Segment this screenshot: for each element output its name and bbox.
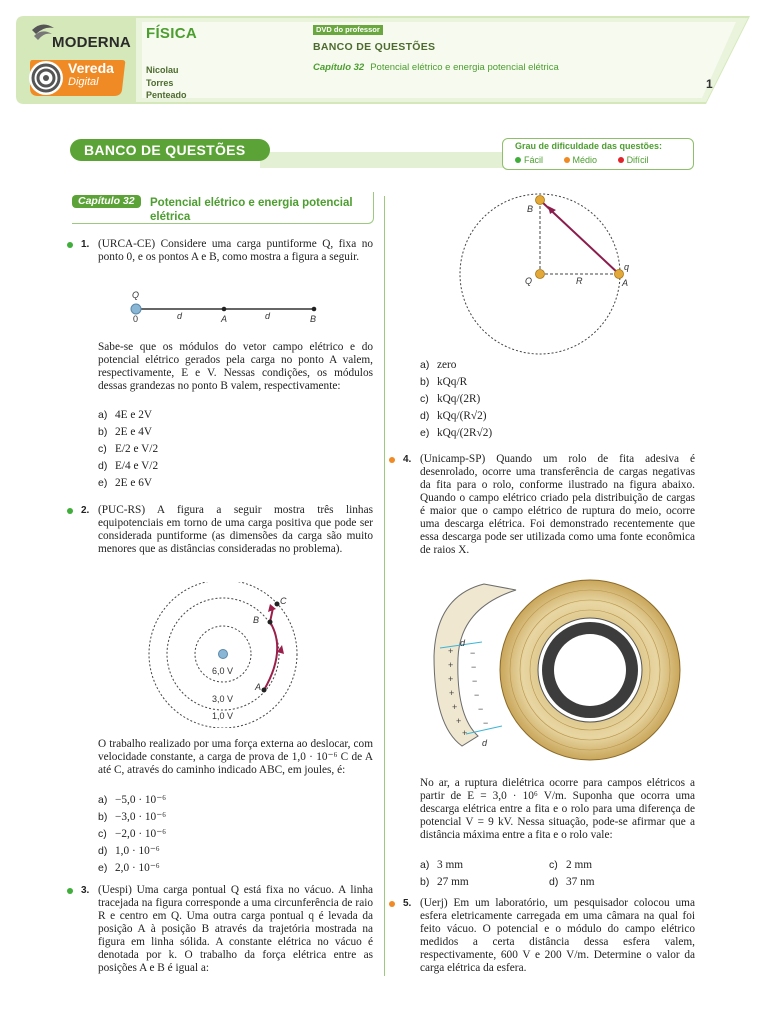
q1-option-e[interactable] xyxy=(98,477,152,490)
svg-text:+: + xyxy=(462,728,468,738)
svg-text:+: + xyxy=(448,674,454,684)
option-letter: c) xyxy=(98,828,107,840)
q1-figure xyxy=(126,288,326,324)
easy-dot-icon xyxy=(515,157,521,163)
author-name: Nicolau xyxy=(146,65,179,75)
medium-dot-icon xyxy=(564,157,570,163)
q3-label-r: R xyxy=(576,276,583,286)
vereda-digital-logo xyxy=(28,56,126,98)
q3-option-c[interactable] xyxy=(420,393,480,406)
q2-intro: (PUC-RS) A figura a seguir mostra três linhas equipotenciais em torno de uma carga positiva que pode ser considerada puntiforme (as dimensões da carga são muito menores que as distâncias consideradas no problema). xyxy=(98,504,373,555)
option-letter: a) xyxy=(98,409,108,421)
hard-dot-icon xyxy=(618,157,624,163)
q2-label-6v: 6,0 V xyxy=(212,666,234,676)
q2-option-b[interactable] xyxy=(98,811,166,824)
q2-option-e[interactable] xyxy=(98,862,160,875)
option-letter: e) xyxy=(98,477,108,489)
svg-text:+: + xyxy=(448,660,454,670)
q3-option-a[interactable] xyxy=(420,359,456,372)
svg-text:−: − xyxy=(470,648,476,658)
option-letter: b) xyxy=(420,376,430,388)
q1-option-b[interactable] xyxy=(98,426,152,439)
svg-text:+: + xyxy=(448,646,454,656)
q3-label-a: A xyxy=(622,278,629,288)
option-text: 1,0 · 10⁻⁶ xyxy=(115,845,160,857)
q3-label-q-big: Q xyxy=(525,276,533,286)
q4-option-b[interactable] xyxy=(420,876,469,889)
header-chapter-name: Potencial elétrico e energia potencial elétrica xyxy=(370,62,559,73)
option-text: kQq/(2R) xyxy=(437,393,481,405)
svg-text:−: − xyxy=(474,690,480,700)
q2-label-3v: 3,0 V xyxy=(212,694,234,704)
q4-label-d-bottom: d xyxy=(482,738,488,748)
option-letter: c) xyxy=(98,443,107,455)
legend-label: Médio xyxy=(572,155,598,165)
option-text: 27 mm xyxy=(437,876,469,888)
q3-option-b[interactable] xyxy=(420,376,467,389)
q3-label-b: B xyxy=(527,204,534,214)
q2-text: O trabalho realizado por uma força externa ao deslocar, com velocidade constante, a carga de prova de 1,0 · 10⁻⁶ C de A até C, através do caminho indicado ABC, em joules, é: xyxy=(98,738,373,776)
q4-figure xyxy=(426,576,682,762)
q2-label-b: B xyxy=(253,615,260,625)
q3-intro: (Uespi) Uma carga pontual Q está fixa no vácuo. A linha tracejada na figura corresponde a uma circunferência de raio R e centro em Q. Uma outra carga pontual q é levada da posição A à posição B através da trajetória mostrada na figura em linha sólida. A constante elétrica no vácuo é denotada por k. O trabalho da força elétrica entre as posições A e B é igual a: xyxy=(98,884,373,974)
q3-label-q-small: q xyxy=(624,262,630,272)
option-letter: c) xyxy=(549,859,558,871)
q3-difficulty-dot-icon xyxy=(67,888,73,894)
legend-label: Difícil xyxy=(626,155,649,165)
option-text: kQq/(R√2) xyxy=(437,410,487,422)
q1-label-q: Q xyxy=(132,290,140,300)
option-text: −3,0 · 10⁻⁶ xyxy=(115,811,167,823)
option-text: kQq/(2R√2) xyxy=(437,427,493,439)
q2-option-c[interactable] xyxy=(98,828,166,841)
header-band xyxy=(16,16,750,104)
option-letter: b) xyxy=(98,811,108,823)
section-title: BANCO DE QUESTÕES xyxy=(70,139,270,161)
q2-label-c: C xyxy=(280,596,287,606)
q1-text: Sabe-se que os módulos do vetor campo elétrico e do potencial elétrico gerados pela carga no ponto A valem, respectivamente, E e V. Nessas condições, os módulos dessas grandezas no ponto B valem, respectivamente: xyxy=(98,341,373,392)
q4-difficulty-dot-icon xyxy=(389,457,395,463)
svg-text:+: + xyxy=(452,702,458,712)
logo-text: MODERNA xyxy=(52,34,131,51)
option-letter: d) xyxy=(98,845,108,857)
chapter-tag xyxy=(72,192,374,224)
q2-option-d[interactable] xyxy=(98,845,160,858)
q2-difficulty-dot-icon xyxy=(67,508,73,514)
svg-text:−: − xyxy=(483,718,489,728)
option-text: 37 nm xyxy=(566,876,595,888)
option-letter: b) xyxy=(98,426,108,438)
q2-number: 2. xyxy=(81,505,90,516)
legend-items xyxy=(515,155,667,165)
q4-number: 4. xyxy=(403,454,412,465)
option-text: zero xyxy=(437,359,457,371)
q4-text: No ar, a ruptura dielétrica ocorre para campos elétricos a partir de E = 3,0 · 10⁶ V/m. Suponha que ocorra uma descarga elétrica entre a fita e o rolo para uma diferença de potencial V = 9 kV. Nessa situação, pode-se afirmar que a distância máxima entre a fita e o rolo vale: xyxy=(420,777,695,841)
q3-option-d[interactable] xyxy=(420,410,487,423)
legend-label: Fácil xyxy=(524,155,544,165)
q5-difficulty-dot-icon xyxy=(389,901,395,907)
option-letter: d) xyxy=(420,410,430,422)
authors xyxy=(146,64,187,102)
q5-intro: (Uerj) Em um laboratório, um pesquisador colocou uma esfera eletricamente carregada em uma câmara na qual foi feito vácuo. O potencial e o módulo do campo elétrico medidos a certa distância dessa esfera valem, respectivamente, 600 V e 200 V/m. Determine o valor da carga elétrica da esfera. xyxy=(420,897,695,974)
option-text: 2 mm xyxy=(566,859,593,871)
svg-text:−: − xyxy=(478,704,484,714)
q3-number: 3. xyxy=(81,885,90,896)
option-letter: c) xyxy=(420,393,429,405)
svg-text:−: − xyxy=(471,662,477,672)
header-chapter-label: Capítulo 32 xyxy=(313,62,365,73)
option-letter: d) xyxy=(549,876,559,888)
q1-option-a[interactable] xyxy=(98,409,152,422)
header-chapter xyxy=(313,62,559,73)
q1-label-d1: d xyxy=(177,311,183,321)
q1-option-c[interactable] xyxy=(98,443,158,456)
option-letter: d) xyxy=(98,460,108,472)
option-text: 2E e 6V xyxy=(115,477,153,489)
option-text: 2E e 4V xyxy=(115,426,153,438)
legend-item-hard xyxy=(618,155,649,165)
subject-title: FÍSICA xyxy=(146,25,197,42)
legend-item-easy xyxy=(515,155,543,165)
q3-figure xyxy=(452,190,662,360)
column-divider xyxy=(384,196,385,976)
q1-number: 1. xyxy=(81,239,90,250)
author-name: Torres xyxy=(146,77,174,88)
option-letter: e) xyxy=(420,427,430,439)
legend-title: Grau de dificuldade das questões: xyxy=(515,141,663,151)
q1-option-d[interactable] xyxy=(98,460,158,473)
option-letter: a) xyxy=(98,794,108,806)
option-text: −5,0 · 10⁻⁶ xyxy=(115,794,167,806)
option-text: 2,0 · 10⁻⁶ xyxy=(115,862,160,874)
option-text: 4E e 2V xyxy=(115,409,153,421)
difficulty-legend xyxy=(502,138,694,170)
option-text: E/2 e V/2 xyxy=(115,443,159,455)
option-text: kQq/R xyxy=(437,376,468,388)
q1-label-origin: 0 xyxy=(133,314,139,324)
q1-difficulty-dot-icon xyxy=(67,242,73,248)
q4-option-d[interactable] xyxy=(549,876,595,889)
chapter-title: Potencial elétrico e energia potencial elétrica xyxy=(150,197,353,223)
q3-option-e[interactable] xyxy=(420,427,492,440)
q2-option-a[interactable] xyxy=(98,794,166,807)
q2-figure xyxy=(145,582,305,728)
svg-text:+: + xyxy=(449,688,455,698)
q1-intro: (URCA-CE) Considere uma carga puntiforme Q, fixa no ponto 0, e os pontos A e B, como mostra a figura a seguir. xyxy=(98,238,373,263)
option-letter: a) xyxy=(420,859,430,871)
option-text: E/4 e V/2 xyxy=(115,460,159,472)
q4-option-c[interactable] xyxy=(549,859,592,872)
option-letter: e) xyxy=(98,862,108,874)
header-banco-title: BANCO DE QUESTÕES xyxy=(313,41,436,53)
q5-number: 5. xyxy=(403,898,412,909)
q4-label-d-top: d xyxy=(460,638,466,648)
q1-label-b: B xyxy=(310,314,317,324)
author-name: Penteado xyxy=(146,90,187,100)
q1-label-d2: d xyxy=(265,311,271,321)
q2-label-1v: 1,0 V xyxy=(212,711,234,721)
svg-text:−: − xyxy=(472,676,478,686)
svg-text:+: + xyxy=(456,716,462,726)
option-letter: a) xyxy=(420,359,430,371)
digital-text: Digital xyxy=(68,76,99,88)
q1-label-a: A xyxy=(221,314,228,324)
chapter-pill: Capítulo 32 xyxy=(72,195,141,208)
legend-item-medium xyxy=(564,155,598,165)
option-text: −2,0 · 10⁻⁶ xyxy=(115,828,167,840)
option-letter: b) xyxy=(420,876,430,888)
q2-label-a: A xyxy=(255,682,262,692)
option-text: 3 mm xyxy=(437,859,464,871)
q4-option-a[interactable] xyxy=(420,859,463,872)
q4-intro: (Unicamp-SP) Quando um rolo de fita adesiva é desenrolado, ocorre uma transferência de cargas negativas da fita para o rolo, conforme ilustrado na figura abaixo. Quando o campo elétrico criado pela distribuição de cargas é maior que o campo elétrico de ruptura do meio, ocorre uma descarga elétrica. Foi demonstrado recentemente que essa descarga pode ser utilizada como uma fonte econômica de raios X. xyxy=(420,453,695,556)
dvd-tag: DVD do professor xyxy=(313,25,383,35)
vereda-text: Vereda xyxy=(68,60,114,76)
page-number: 1 xyxy=(706,77,713,91)
